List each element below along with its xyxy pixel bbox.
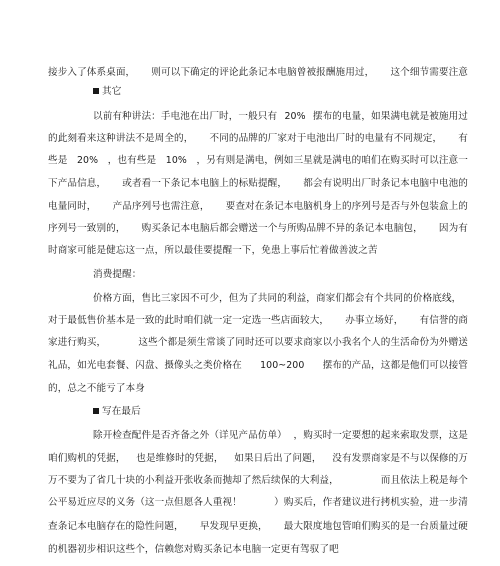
text-span: 10%	[165, 155, 187, 166]
text-span: 这些个都是须生常谈了同时还可以要求商家以小我名个人的生活命份为外赠送	[138, 337, 468, 348]
text-span: 对于最低售价基本是一致的此时咱们就一定一定选一些店面较大，	[48, 315, 330, 326]
text-span: 有信誉的商	[419, 315, 468, 326]
text-span: 查条记本电脑存在的隐性问题，	[48, 521, 184, 532]
text-span: 的，总之不能亏了本身	[48, 383, 145, 394]
text-line	[48, 177, 468, 191]
text-span: 的机器初步相识这些个，信赖您对购买条记本电脑一定更有驾驭了吧	[48, 544, 339, 555]
text-span: 下产品信息，	[48, 178, 107, 189]
text-line	[93, 292, 468, 306]
text-span: 摆布的电量，如果满电就是被施用过	[312, 111, 468, 122]
text-line	[93, 110, 468, 124]
text-span: 消费提醒：	[93, 269, 142, 280]
square-bullet-icon	[93, 408, 99, 414]
text-line	[48, 222, 468, 236]
text-line	[93, 268, 468, 282]
text-span: 20%	[76, 155, 99, 166]
heading-text: 写在最后	[102, 406, 141, 417]
square-bullet-icon	[93, 88, 99, 94]
text-span: 早发现早更换，	[199, 521, 268, 532]
text-span: 以前有种讲法：手电池在出厂时，一般只有	[93, 111, 278, 122]
text-line	[48, 474, 468, 488]
text-span: 也是维修时的凭据，	[136, 453, 224, 464]
text-span: 有	[458, 133, 468, 144]
text-span: 公平易近应尽的义务（这一点但愿各人重视！	[48, 497, 242, 508]
text-span: 都会有说明出厂时条记本电脑中电池的	[303, 178, 468, 189]
text-line	[93, 429, 468, 443]
text-line	[48, 200, 468, 214]
text-span: ，也有些是	[107, 155, 157, 166]
text-span: 的此刻看来这种讲法不是周全的，	[48, 133, 194, 144]
text-span: 而且依法上税是每个	[380, 475, 468, 486]
text-span: ）购买后，作者建议进行拷机实验，进一步清	[274, 497, 468, 508]
section-heading	[93, 85, 468, 99]
text-line	[48, 520, 468, 534]
text-span: ，另有则是满电，例如三星就是满电的咱们在购买时可以注意一	[196, 155, 468, 166]
text-span: 100~200	[260, 360, 305, 371]
text-span: 除开检查配件是否齐备之外（详见产品仿单）	[93, 430, 287, 441]
text-span: 咱们购机的凭据，	[48, 453, 126, 464]
text-line	[48, 66, 468, 80]
text-line	[48, 382, 468, 396]
text-line	[48, 154, 468, 168]
text-line	[48, 452, 468, 466]
text-span: 如果日后出了问题，	[234, 453, 322, 464]
text-span: 些是	[48, 155, 68, 166]
heading-text: 其它	[102, 86, 122, 97]
text-span: 办事立场好，	[345, 315, 404, 326]
text-line	[48, 244, 468, 258]
text-span: 因为有	[438, 223, 468, 234]
text-span: 礼品，如光电套餐、闪盘、摄像头之类价格在	[48, 360, 242, 371]
text-span: 序列号一致别的，	[48, 223, 126, 234]
text-span: 万不要为了省几十块的小利益开张收条而抛却了然后续保的大利益，	[48, 475, 339, 486]
text-line	[48, 336, 468, 350]
text-span: 不同的品牌的厂家对于电池出厂时的电量有不同规定，	[209, 133, 443, 144]
text-span: 20%	[284, 111, 306, 122]
text-span: 价格方面，售比三家因不可少，但为了共同的利益，商家们都会有个共同的价格底线，	[93, 293, 462, 304]
text-line	[48, 314, 468, 328]
text-span: 则可以下确定的评论此条记本电脑曾被报酬施用过，	[151, 67, 375, 78]
text-span: 产品序列号也需注意，	[112, 201, 210, 212]
text-span: ，购买时一定要想的起来索取发票，这是	[293, 430, 468, 441]
text-span: 家进行购买，	[48, 337, 107, 348]
text-span: 时商家可能是健忘这一点，所以最佳要提醒一下，免患上事后忙着做善波之苦	[48, 245, 378, 256]
text-span: 或者看一下条记本电脑上的标贴提醒，	[122, 178, 288, 189]
text-span: 接步入了体系桌面，	[48, 67, 136, 78]
text-line	[48, 132, 468, 146]
text-line	[48, 496, 468, 510]
text-span: 购买条记本电脑后都会赠送一个与所购品牌不异的条记本电脑包，	[141, 223, 423, 234]
text-line	[48, 359, 468, 373]
text-span: 这个细节需要注意	[390, 67, 468, 78]
text-span: 没有发票商家是不与以保修的万	[332, 453, 468, 464]
text-span: 最大限度地包管咱们购买的是一台质量过硬	[283, 521, 468, 532]
section-heading	[93, 405, 468, 419]
text-line	[48, 543, 468, 557]
text-span: 电量同时，	[48, 201, 97, 212]
text-span: 摆布的产品，这都是他们可以接管	[322, 360, 468, 371]
text-span: 要查对在条记本电脑机身上的序列号是否与外包装盒上的	[225, 201, 468, 212]
